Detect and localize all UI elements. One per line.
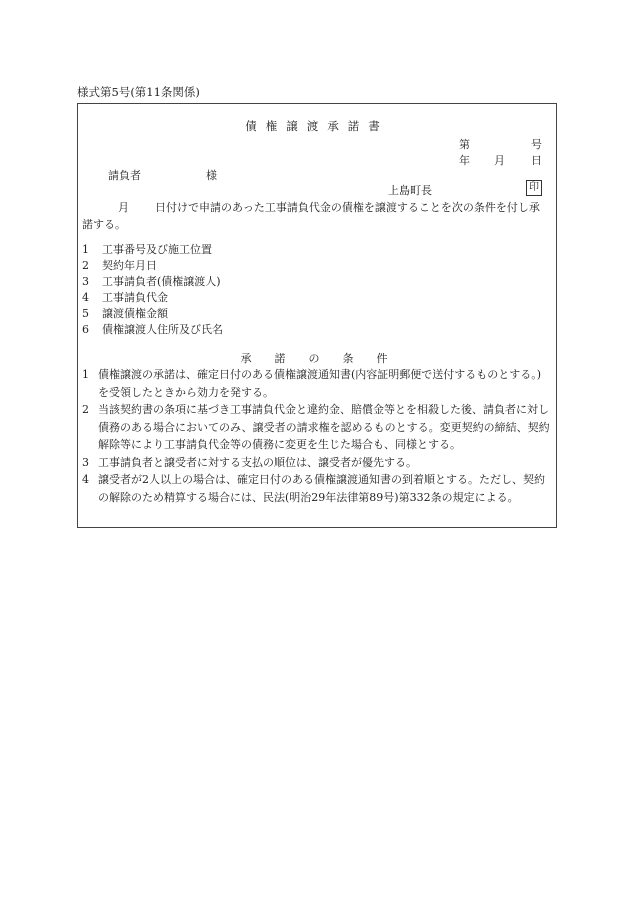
list-item: 1 工事番号及び施工位置	[82, 243, 212, 256]
addressee-label: 請負者	[108, 169, 141, 182]
intro-month: 月	[118, 201, 129, 214]
issuer-name: 上島町長	[388, 184, 432, 197]
date-month: 月	[494, 154, 505, 167]
number-prefix: 第	[459, 138, 470, 151]
condition-item: 1 債権譲渡の承諾は、確定日付のある債権譲渡通知書(内容証明郵便で送付するものとする。)を受領したときから効力を発する。	[82, 368, 542, 399]
document-title: 債権譲渡承諾書	[245, 119, 389, 133]
number-suffix: 号	[531, 138, 542, 151]
document-frame	[77, 103, 557, 528]
conditions-heading: 承 諾 の 条 件	[240, 352, 394, 365]
date-day: 日	[531, 154, 542, 167]
list-item: 4 工事請負代金	[82, 291, 168, 304]
list-item: 2 契約年月日	[82, 259, 157, 272]
intro-text: 日付けで申請のあった工事請負代金の債権を譲渡することを次の条件を付し承諾する。	[82, 201, 540, 231]
addressee-honorific: 様	[206, 169, 217, 182]
list-item: 5 譲渡債権金額	[82, 307, 168, 320]
condition-item: 2 当該契約書の条項に基づき工事請負代金と違約金、賠償金等とを相殺した後、請負者に対し債務のある場合においてのみ、譲受者の請求権を認めるものとする。変更契約の締結、契約解除等により工事請負代金等の債務に変更を生じた場合も、同様とする。	[82, 403, 550, 451]
conditions-list	[82, 366, 550, 506]
list-item: 6 債権譲渡人住所及び氏名	[82, 323, 223, 336]
date-year: 年	[459, 154, 470, 167]
condition-item: 3 工事請負者と譲受者に対する支払の順位は、譲受者が優先する。	[82, 455, 417, 469]
list-item: 3 工事請負者(債権譲渡人)	[82, 275, 221, 288]
seal-mark	[526, 180, 542, 196]
condition-item: 4 譲受者が2人以上の場合は、確定日付のある債権譲渡通知書の到着順とする。ただし、契約の解除のため精算する場合には、民法(明治29年法律第89号)第332条の規定による。	[82, 473, 545, 504]
form-label: 様式第5号(第11条関係)	[77, 85, 200, 99]
seal-icon: 印	[526, 180, 542, 196]
